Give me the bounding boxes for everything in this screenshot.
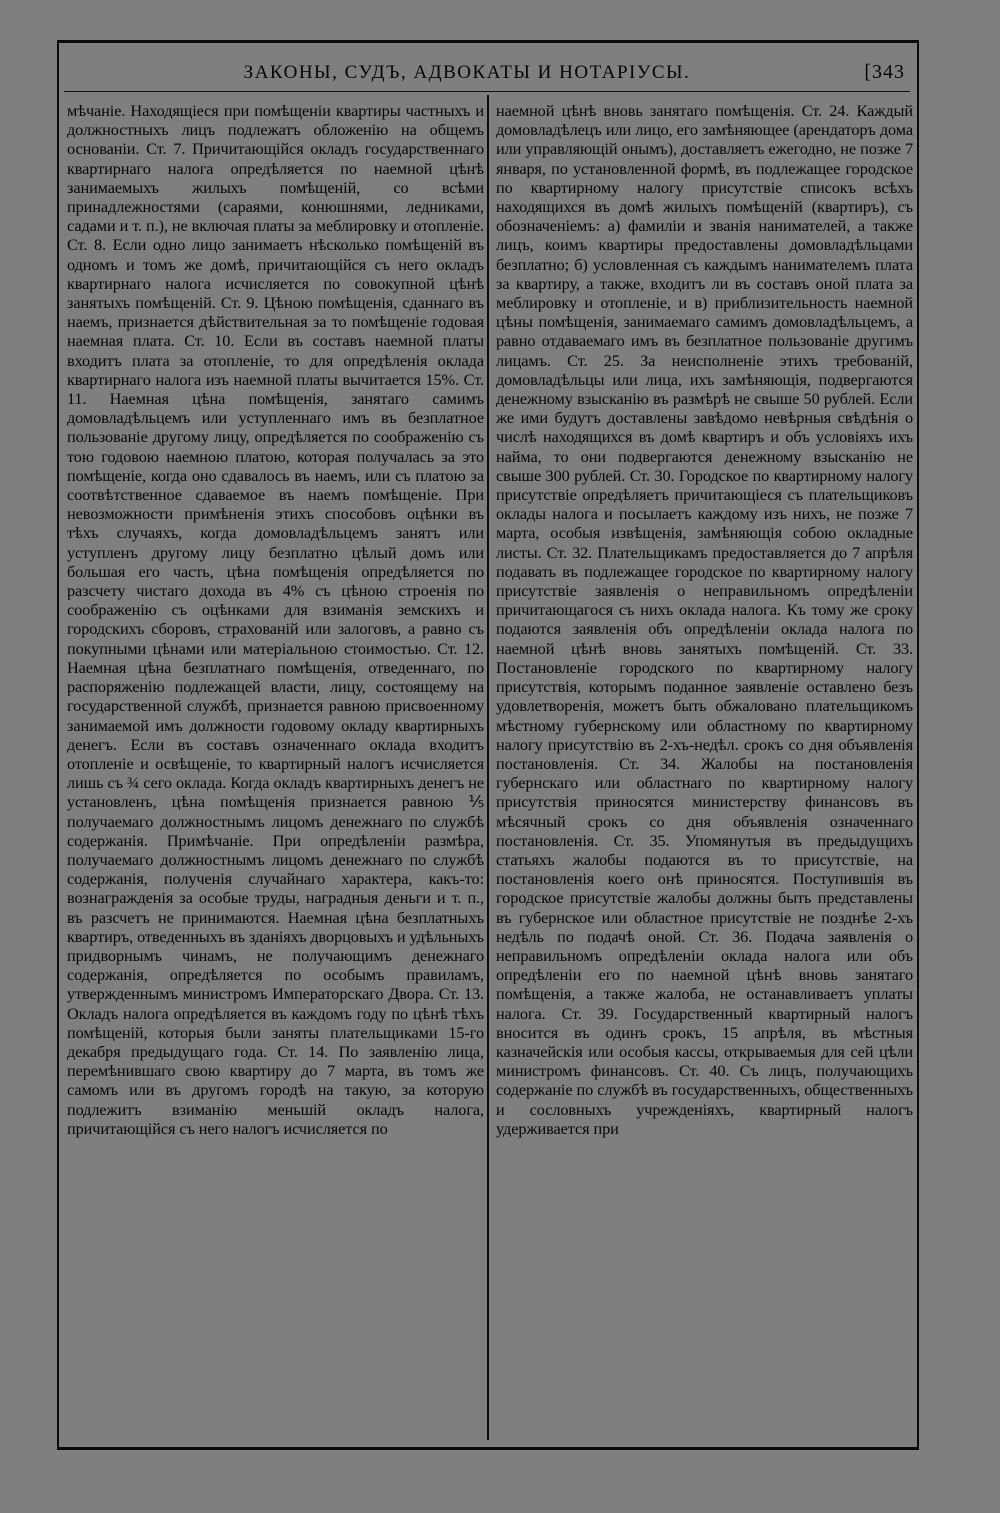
running-head xyxy=(57,58,919,88)
page-title: ЗАКОНЫ, СУДЪ, АДВОКАТЫ И НОТАРІУСЫ. xyxy=(243,62,691,83)
header-rule xyxy=(64,91,910,92)
column-divider xyxy=(487,95,489,1440)
page-number: [343 xyxy=(864,61,905,83)
text-column-right: наемной цѣнѣ вновь занятаго помѣщенія. Ст. 24. Каждый домовладѣлецъ или лицо, его замѣняющее (арендаторъ дома или управляющій онымъ), доставляетъ ежегодно, не позже 7 января, по установленной формѣ, въ подлежащее городское по квартирному налогу присутствіе списокъ всѣхъ находящихся въ домѣ жилыхъ помѣщеній (квартиръ), съ обозначеніемъ: а) фамиліи и званія нанимателей, а также лицъ, коимъ квартиры предоставлены домовладѣльцами безплатно; б) условленная съ каждымъ нанимателемъ плата за квартиру, а также, входитъ ли въ составъ оной плата за меблировку и отопленіе, и в) приблизительность наемной цѣны помѣщенія, занимаемаго самимъ домовладѣльцемъ, а равно отдаваемаго имъ въ безплатное пользованіе другимъ лицамъ. Ст. 25. За неисполненіе этихъ требованій, домовладѣльцы или лица, ихъ замѣняющія, подвергаются денежному взысканію въ размѣрѣ не свыше 50 рублей. Если же ими будутъ доставлены завѣдомо невѣрныя свѣдѣнія о числѣ находящихся въ домѣ квартиръ и объ условіяхъ ихъ найма, то они подвергаются денежному взысканію не свыше 300 рублей. Ст. 30. Городское по квартирному налогу присутствіе опредѣляетъ причитающіеся съ плательщиковъ оклады налога и посылаетъ каждому изъ нихъ, не позже 7 марта, особыя извѣщенія, замѣняющія собою окладные листы. Ст. 32. Плательщикамъ предоставляется до 7 апрѣля подавать въ подлежащее городское по квартирному налогу присутствіе заявленія о неправильномъ опредѣленіи причитающагося съ нихъ оклада налога. Къ тому же сроку подаются заявленія объ опредѣленіи оклада налога по наемной цѣнѣ вновь занятыхъ помѣщеній. Ст. 33. Постановленіе городского по квартирному налогу присутствія, которымъ поданное заявленіе оставлено безъ удовлетворенія, можетъ быть обжаловано плательщикомъ мѣстному губернскому или областному по квартирному налогу присутствію въ 2-хъ-недѣл. срокъ со дня объявленія постановленія. Ст. 34. Жалобы на постановленія губернскаго или областнаго по квартирному налогу присутствія приносятся министерству финансовъ въ мѣсячный срокъ со дня объявленія означеннаго постановленія. Ст. 35. Упомянутыя въ предыдущихъ статьяхъ жалобы подаются въ то присутствіе, на постановленія коего онѣ приносятся. Поступившія въ городское присутствіе жалобы должны быть представлены въ губернское или областное присутствіе не позднѣе 2-хъ недѣль по подачѣ оной. Ст. 36. Подача заявленія о неправильномъ опредѣленіи оклада налога или объ опредѣленіи его по наемной цѣнѣ вновь занятаго помѣщенія, а также жалоба, не останавливаетъ уплаты налога. Ст. 39. Государственный квартирный налогъ вносится въ одинъ срокъ, 15 апрѣля, въ мѣстныя казначейскія или особыя кассы, открываемыя для сей цѣли министромъ финансовъ. Ст. 40. Съ лицъ, получающихъ содержаніе по службѣ въ государственныхъ, общественныхъ и сословныхъ учрежденіяхъ, квартирный налогъ удерживается при xyxy=(496,101,913,1138)
text-column-left: мѣчаніе. Находящіеся при помѣщеніи квартиры частныхъ и должностныхъ лицъ подлежатъ обложенію на общемъ основаніи. Ст. 7. Причитающійся окладъ государственнаго квартирнаго налога опредѣляется по наемной цѣнѣ занимаемыхъ жилыхъ помѣщеній, со всѣми принадлежностями (сараями, конюшнями, ледниками, садами и т. п.), не включая платы за меблировку и отопленіе. Ст. 8. Если одно лицо занимаетъ нѣсколько помѣщеній въ одномъ и томъ же домѣ, причитающійся съ него окладъ квартирнаго налога исчисляется по совокупной цѣнѣ занятыхъ помѣщеній. Ст. 9. Цѣною помѣщенія, сданнаго въ наемъ, признается дѣйствительная за то помѣщеніе годовая наемная плата. Ст. 10. Если въ составъ наемной платы входитъ плата за отопленіе, то для опредѣленія оклада квартирнаго налога изъ наемной платы вычитается 15%. Ст. 11. Наемная цѣна помѣщенія, занятаго самимъ домовладѣльцемъ или уступленнаго имъ въ безплатное пользованіе другому лицу, опредѣляется по соображенію съ тою годовою наемною платою, которая получалась за это помѣщеніе, когда оно сдавалось въ наемъ, или съ платою за соотвѣтственное сдаваемое въ наемъ помѣщеніе. При невозможности примѣненія этихъ способовъ оцѣнки въ тѣхъ случаяхъ, когда домовладѣльцемъ занятъ или уступленъ другому лицу безплатно цѣлый домъ или большая его часть, цѣна помѣщенія опредѣляется по разсчету чистаго дохода въ 4% съ цѣною строенія по соображенію съ оцѣнками для взиманія земскихъ и городскихъ сборовъ, страхованій или залоговъ, а равно съ покупными цѣнами или матеріальною стоимостью. Ст. 12. Наемная цѣна безплатнаго помѣщенія, отведеннаго, по распоряженію подлежащей власти, лицу, состоящему на государственной службѣ, признается равною присвоенному занимаемой имъ должности годовому окладу квартирныхъ денегъ. Если въ составъ означеннаго оклада входитъ отопленіе и освѣщеніе, то квартирный налогъ исчисляется лишь съ ¾ сего оклада. Когда окладъ квартирныхъ денегъ не установленъ, цѣна помѣщенія признается равною ⅕ получаемаго должностнымъ лицомъ денежнаго по службѣ содержанія. Примѣчаніе. При опредѣленіи размѣра, получаемаго должностнымъ лицомъ денежнаго по службѣ содержанія, полученія случайнаго характера, какъ-то: вознагражденія за особые труды, наградныя деньги и т. п., въ разсчетъ не принимаются. Наемная цѣна безплатныхъ квартиръ, отведенныхъ въ зданіяхъ дворцовыхъ и удѣльныхъ придворнымъ чинамъ, не получающимъ денежнаго содержанія, опредѣляется по особымъ правиламъ, утвержденнымъ министромъ Императорскаго Двора. Ст. 13. Окладъ налога опредѣляется въ каждомъ году по цѣнѣ тѣхъ помѣщеній, которыя были заняты плательщиками 15-го декабря предыдущаго года. Ст. 14. По заявленію лица, перемѣнившаго свою квартиру до 7 марта, въ томъ же самомъ или въ другомъ городѣ на такую, за которую подлежитъ взиманію меньшій окладъ налога, причитающійся съ него налогъ исчисляется по xyxy=(67,101,484,1138)
